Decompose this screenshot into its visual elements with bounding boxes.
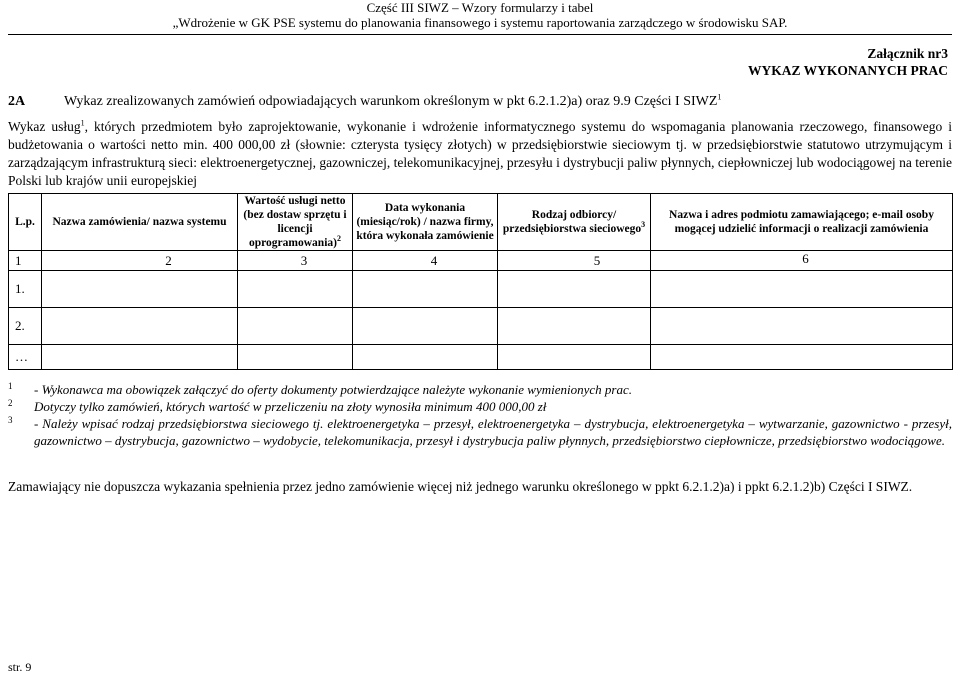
- header-service-value: [238, 194, 353, 251]
- closing-paragraph: Zamawiający nie dopuszcza wykazania spełnienia przez jedno zamówienie więcej niż jednego warunku określonego w ppkt 6.2.1.2)a) i ppkt 6.2.1.2)b) Części I SIWZ.: [8, 479, 913, 494]
- footnote: [8, 415, 952, 449]
- intro-footnote-ref: 1: [80, 118, 85, 128]
- table-cell[interactable]: [353, 308, 498, 345]
- table-cell[interactable]: [353, 345, 498, 370]
- table-row: [9, 308, 953, 345]
- footnote-number: 2: [8, 398, 13, 408]
- table-cell[interactable]: [238, 271, 353, 308]
- attachment-title: WYKAZ WYKONANYCH PRAC: [747, 63, 948, 78]
- header-execution-date: Data wykonania (miesiąc/rok) / nazwa firmy, która wykonała zamówienie: [353, 194, 498, 251]
- table-cell[interactable]: [42, 308, 238, 345]
- column-number: 3: [238, 251, 353, 271]
- header-value-footnote-ref: 2: [336, 234, 341, 244]
- footnote: [8, 398, 952, 415]
- header-divider: [8, 34, 952, 35]
- row-lp: 2.: [9, 308, 42, 345]
- header-client: Nazwa i adres podmiotu zamawiającego; e-mail osoby mogącej udzielić informacji o realizacji zamówienia: [651, 194, 953, 251]
- column-number: 2: [42, 251, 238, 271]
- header-recipient-type: [498, 194, 651, 251]
- footnote-number: 3: [8, 415, 13, 425]
- section-footnote-ref: 1: [717, 92, 722, 102]
- section-title: Wykaz zrealizowanych zamówień odpowiadających warunkom określonym w pkt 6.2.1.2)a) oraz 9.9 Części I SIWZ: [64, 94, 718, 109]
- table-cell[interactable]: [651, 345, 953, 370]
- footnote-number: 1: [8, 381, 13, 391]
- table-cell[interactable]: [498, 271, 651, 308]
- table-cell[interactable]: [238, 308, 353, 345]
- footnote-text: - Należy wpisać rodzaj przedsiębiorstwa sieciowego tj. elektroenergetyka – przesył, elektroenergetyka – dystrybucja, elektroenergetyka – wytwarzanie, gazownictwo - przesył, gazownictwo – dystrybucja, gazownictwo – wydobycie, telekomunikacja, przesył i dystrybucja paliw płynnych, przedsiębiorstwo ciepłownicze, przedsiębiorstwo wodociągowe.: [34, 416, 952, 448]
- table-cell[interactable]: [498, 308, 651, 345]
- table-row: [9, 345, 953, 370]
- table-cell[interactable]: [42, 345, 238, 370]
- attachment-label: Załącznik nr3: [867, 46, 948, 61]
- header-document-part: Część III SIWZ – Wzory formularzy i tabel: [366, 0, 594, 15]
- header-service-value-text: Wartość usługi netto (bez dostaw sprzętu i licencji oprogramowania): [243, 195, 347, 249]
- table-cell[interactable]: [42, 271, 238, 308]
- intro-part2: , których przedmiotem było zaprojektowanie, wykonanie i wdrożenie informatycznego systemu do wspomagania planowania rzeczowego, finansowego i budżetowania o wartości netto min. 400 000,00 zł (słownie: czterysta tysięcy złotych) w przedsiębiorstwie sieciowym tj. w przedsiębiorstwie statutowo utrzymującym i zarządzającym infrastrukturą sieci: elektroenergetycznej, gazowniczej, telekomunikacyjnej, przesyłu i dystrybucji paliw płynnych, ciepłowniczej lub wodociągowej na terenie Polski lub krajów unii europejskiej: [8, 119, 953, 188]
- table-cell[interactable]: [498, 345, 651, 370]
- table-cell[interactable]: [651, 271, 953, 308]
- header-type-footnote-ref: 3: [641, 220, 646, 230]
- section-heading: [8, 94, 721, 110]
- table-cell[interactable]: [238, 345, 353, 370]
- column-number: 5: [498, 251, 651, 271]
- footnote-text: - Wykonawca ma obowiązek załączyć do oferty dokumenty potwierdzające należyte wykonanie wymienionych prac.: [34, 382, 632, 397]
- column-number: 6: [651, 251, 953, 271]
- section-number: 2A: [8, 94, 26, 109]
- table-header-row: [9, 194, 953, 251]
- footnote-text: Dotyczy tylko zamówień, których wartość w przeliczeniu na złoty wynosiła minimum 400 000,00 zł: [34, 399, 547, 414]
- row-lp: 1.: [9, 271, 42, 308]
- header-project-title: „Wdrożenie w GK PSE systemu do planowania finansowego i systemu raportowania zarządczego w środowisku SAP.: [172, 15, 788, 30]
- header-order-name: Nazwa zamówienia/ nazwa systemu: [42, 194, 238, 251]
- column-number: 4: [353, 251, 498, 271]
- intro-part1: Wykaz usług: [8, 119, 81, 134]
- works-table: [8, 193, 953, 370]
- column-number: 1: [9, 251, 42, 271]
- table-cell[interactable]: [353, 271, 498, 308]
- table-cell[interactable]: [651, 308, 953, 345]
- intro-paragraph: [8, 118, 952, 190]
- column-number-row: [9, 251, 953, 271]
- row-lp: …: [9, 345, 42, 370]
- table-row: [9, 271, 953, 308]
- header-lp: L.p.: [9, 194, 42, 251]
- header-recipient-type-text: Rodzaj odbiorcy/ przedsiębiorstwa sieciowego: [502, 209, 642, 235]
- page-number: str. 9: [8, 660, 32, 674]
- footnote: [8, 381, 952, 398]
